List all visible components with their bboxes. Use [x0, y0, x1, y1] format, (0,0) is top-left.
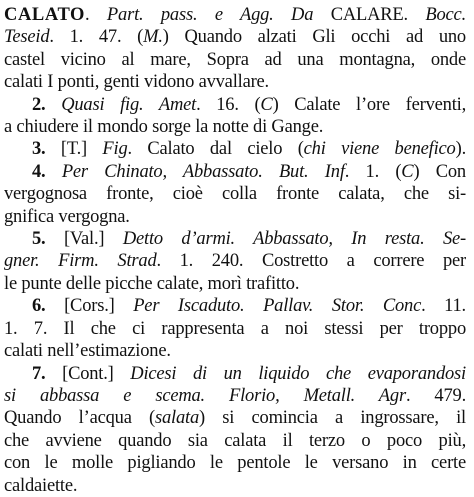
text-segment: salata — [154, 408, 200, 429]
text-segment: Teseid — [4, 27, 50, 48]
text-segment: ). — [455, 139, 466, 160]
text-segment: 1. 7. Il che ci rappresenta a noi stessi per troppo — [4, 318, 466, 339]
text-line — [4, 116, 466, 138]
text-segment: [Val.] — [63, 229, 123, 250]
text-segment: C — [401, 161, 414, 182]
text-line — [4, 340, 466, 362]
text-segment: Per Chinato, Abbassato. But. Inf — [61, 161, 345, 182]
text-line — [4, 26, 466, 48]
text-segment: gnifica vergogna. — [4, 206, 130, 227]
text-segment: Dicesi di un liquido che evaporandosi — [130, 363, 466, 384]
text-segment: . 1. 47. ( — [49, 27, 144, 48]
sense-number: 6. — [32, 296, 65, 317]
text-line — [4, 430, 466, 452]
text-line — [4, 183, 466, 205]
text-line — [4, 475, 466, 497]
text-segment: ) Con — [413, 161, 466, 182]
text-segment: . 479. — [405, 385, 466, 406]
text-segment: Part. pass. e Agg. Da — [106, 5, 331, 25]
text-segment: . 1. ( — [344, 161, 402, 182]
text-segment: ) Quando alzati Gli occhi ad uno — [162, 27, 466, 48]
text-segment: Quando l’acqua ( — [4, 408, 155, 429]
text-line — [4, 295, 466, 317]
text-line — [4, 94, 466, 116]
text-segment: . 1. 240. Costretto a correre per — [156, 251, 466, 272]
sense-number: 5. — [32, 229, 64, 250]
text-segment: gner. Firm. Strad — [4, 251, 157, 272]
text-line — [4, 161, 466, 183]
text-segment: [T.] — [60, 139, 103, 160]
text-segment: [Cors.] — [64, 296, 134, 317]
sense-number: 2. — [32, 94, 62, 115]
text-segment: ) si comincia a ingrossare, il — [199, 408, 466, 429]
sense-number: 7. — [32, 363, 63, 384]
text-segment: vergognosa fronte, cioè colla fronte calata, che si- — [4, 184, 466, 205]
text-segment: castel vicino al mare, Sopra ad una montagna, onde — [4, 49, 466, 70]
text-line — [4, 71, 466, 93]
text-line — [4, 138, 466, 160]
text-line — [4, 206, 466, 228]
headword: CALATO — [4, 5, 86, 25]
text-segment: . 11. — [421, 296, 466, 317]
text-line — [4, 363, 466, 385]
text-segment: le punte delle picche calate, morì trafitto. — [4, 273, 300, 294]
text-line — [4, 407, 466, 429]
text-segment: calati nell’estimazione. — [4, 341, 171, 362]
text-segment: calati I ponti, genti vidono avvallare. — [4, 72, 269, 93]
text-segment: . 16. ( — [196, 94, 261, 115]
text-segment: C — [260, 94, 273, 115]
text-segment: CALARE — [330, 5, 404, 25]
text-segment: Detto d’armi. Abbassato, In resta. Se- — [122, 229, 466, 250]
entry-body — [4, 4, 466, 497]
text-segment: Fig — [102, 139, 128, 160]
text-segment: ) Calate l’ore ferventi, — [272, 94, 466, 115]
text-segment: M. — [143, 27, 163, 48]
text-segment: . — [85, 5, 107, 25]
sense-number: 3. — [32, 139, 61, 160]
text-line — [4, 228, 466, 250]
text-segment: chi viene benefico — [303, 139, 456, 160]
text-line — [4, 4, 466, 26]
text-segment: . — [403, 5, 426, 25]
text-line — [4, 250, 466, 272]
text-segment: con le molle pigliando le pentole le versano in certe — [4, 453, 466, 474]
text-segment: a chiudere il mondo sorge la notte di Gange. — [4, 117, 324, 138]
sense-number: 4. — [32, 161, 62, 182]
text-segment: caldaiette. — [4, 475, 78, 496]
text-line — [4, 385, 466, 407]
text-line — [4, 452, 466, 474]
text-segment: Per Iscaduto. Pallav. Stor. Conc — [133, 296, 422, 317]
text-segment: si abbassa e scema. Florio, Metall. Agr — [4, 385, 406, 406]
text-segment: Quasi fig. Amet — [61, 94, 197, 115]
text-segment: [Cont.] — [62, 363, 131, 384]
text-segment: Bocc. — [425, 5, 466, 25]
text-line — [4, 273, 466, 295]
text-segment: che avviene quando sia calata il terzo o poco più, — [4, 430, 466, 451]
text-line — [4, 318, 466, 340]
text-line — [4, 49, 466, 71]
text-segment: . Calato dal cielo ( — [127, 139, 304, 160]
